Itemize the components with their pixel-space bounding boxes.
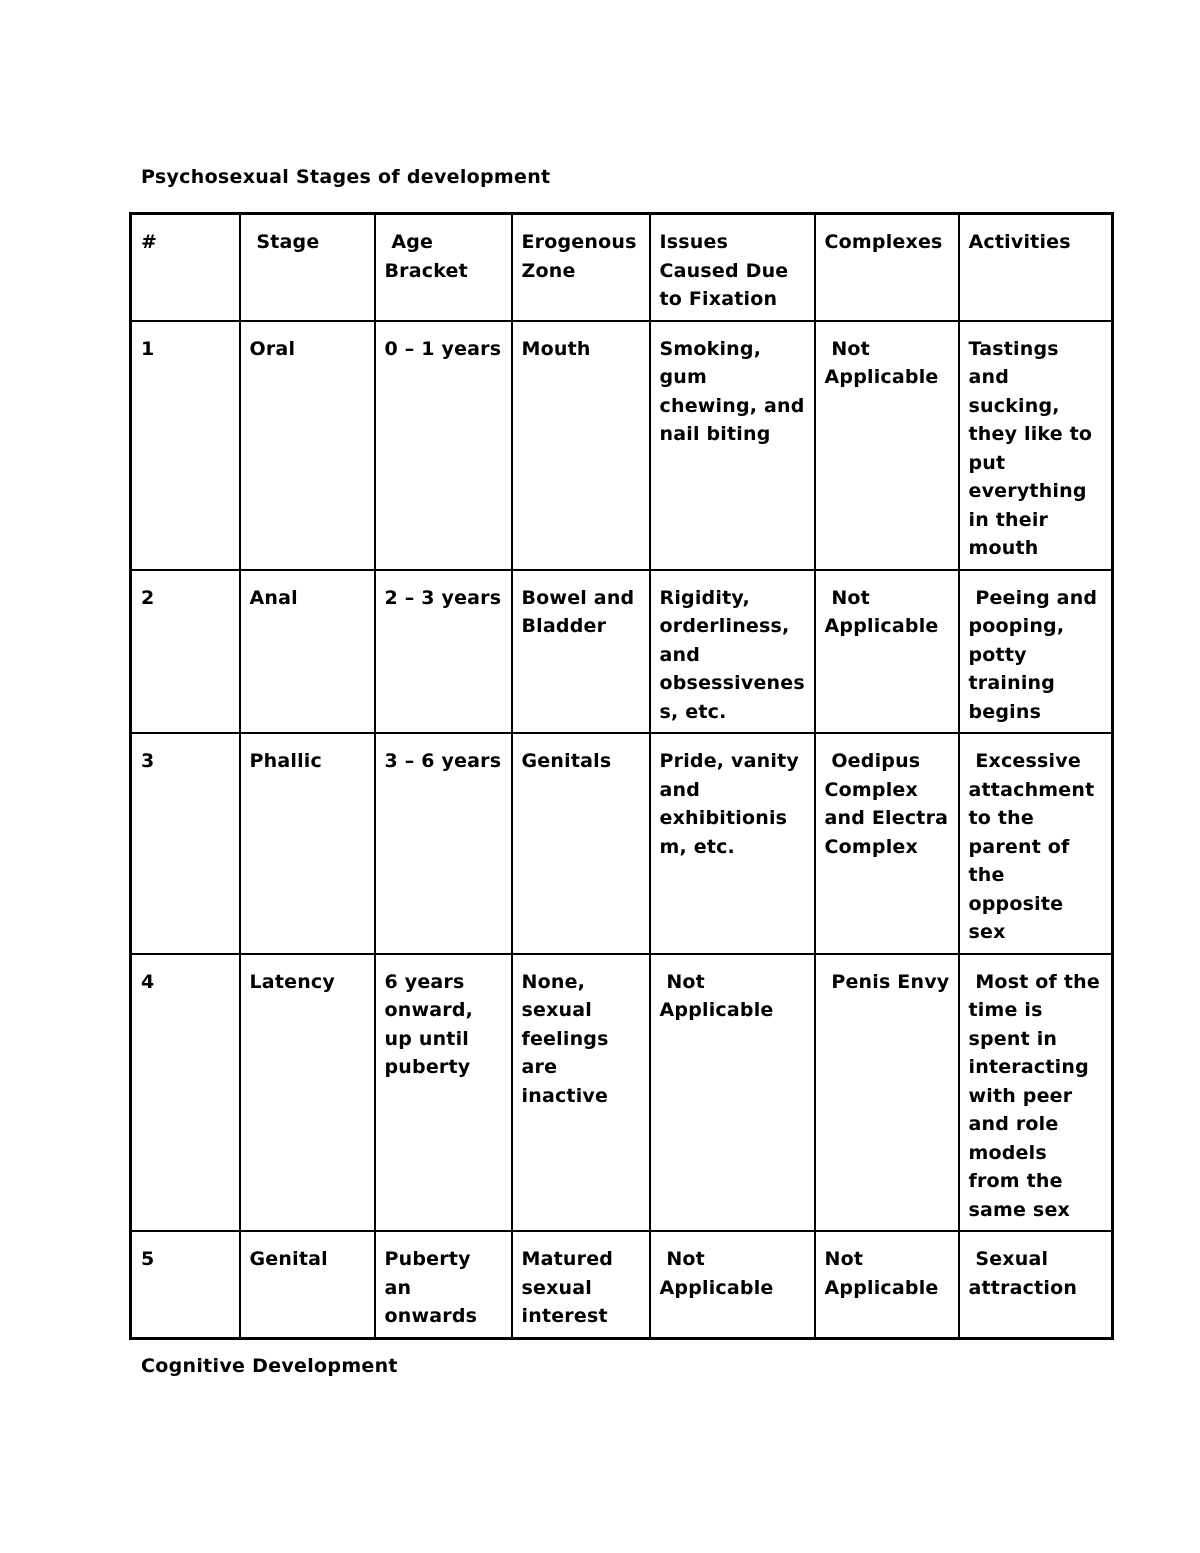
- cell-issues: Not Applicable: [650, 1231, 815, 1338]
- header-issues: Issues Caused Due to Fixation: [650, 214, 815, 321]
- document-title: Psychosexual Stages of development: [141, 166, 551, 188]
- cell-activities: Most of the time is spent in interacting with peer and role models from the same sex: [959, 954, 1113, 1232]
- cell-complexes: Penis Envy: [815, 954, 959, 1232]
- cell-erogenous-zone: None, sexual feelings are inactive: [512, 954, 650, 1232]
- cell-number: 5: [131, 1231, 240, 1338]
- header-number: #: [131, 214, 240, 321]
- cell-erogenous-zone: Matured sexual interest: [512, 1231, 650, 1338]
- cell-activities: Peeing and pooping, potty training begins: [959, 570, 1113, 734]
- table-row: [131, 1231, 1113, 1338]
- cell-age-bracket: 0 – 1 years: [375, 321, 512, 570]
- cell-age-bracket: 2 – 3 years: [375, 570, 512, 734]
- cell-number: 3: [131, 733, 240, 954]
- cell-erogenous-zone: Mouth: [512, 321, 650, 570]
- cell-activities: Excessive attachment to the parent of the opposite sex: [959, 733, 1113, 954]
- cell-erogenous-zone: Bowel and Bladder: [512, 570, 650, 734]
- table-row: [131, 733, 1113, 954]
- cell-age-bracket: Puberty an onwards: [375, 1231, 512, 1338]
- cell-stage: Genital: [240, 1231, 375, 1338]
- cell-issues: Not Applicable: [650, 954, 815, 1232]
- cell-issues: Pride, vanity and exhibitionism, etc.: [650, 733, 815, 954]
- cell-number: 2: [131, 570, 240, 734]
- cell-stage: Phallic: [240, 733, 375, 954]
- header-activities: Activities: [959, 214, 1113, 321]
- table-header-row: [131, 214, 1113, 321]
- table-row: [131, 570, 1113, 734]
- cell-issues: Rigidity, orderliness, and obsessiveness, etc.: [650, 570, 815, 734]
- cell-complexes: Not Applicable: [815, 321, 959, 570]
- cell-stage: Latency: [240, 954, 375, 1232]
- cell-complexes: Oedipus Complex and Electra Complex: [815, 733, 959, 954]
- header-age-bracket: Age Bracket: [375, 214, 512, 321]
- cell-erogenous-zone: Genitals: [512, 733, 650, 954]
- header-erogenous-zone: Erogenous Zone: [512, 214, 650, 321]
- table-row: [131, 321, 1113, 570]
- cell-activities: Sexual attraction: [959, 1231, 1113, 1338]
- cell-stage: Anal: [240, 570, 375, 734]
- cell-activities: Tastings and sucking, they like to put everything in their mouth: [959, 321, 1113, 570]
- cell-number: 1: [131, 321, 240, 570]
- cell-complexes: Not Applicable: [815, 1231, 959, 1338]
- cell-age-bracket: 3 – 6 years: [375, 733, 512, 954]
- cell-complexes: Not Applicable: [815, 570, 959, 734]
- section-heading-cognitive-development: Cognitive Development: [141, 1355, 398, 1377]
- psychosexual-stages-table: [129, 212, 1114, 1340]
- header-complexes: Complexes: [815, 214, 959, 321]
- cell-number: 4: [131, 954, 240, 1232]
- cell-age-bracket: 6 years onward, up until puberty: [375, 954, 512, 1232]
- cell-stage: Oral: [240, 321, 375, 570]
- table-row: [131, 954, 1113, 1232]
- header-stage: Stage: [240, 214, 375, 321]
- cell-issues: Smoking, gum chewing, and nail biting: [650, 321, 815, 570]
